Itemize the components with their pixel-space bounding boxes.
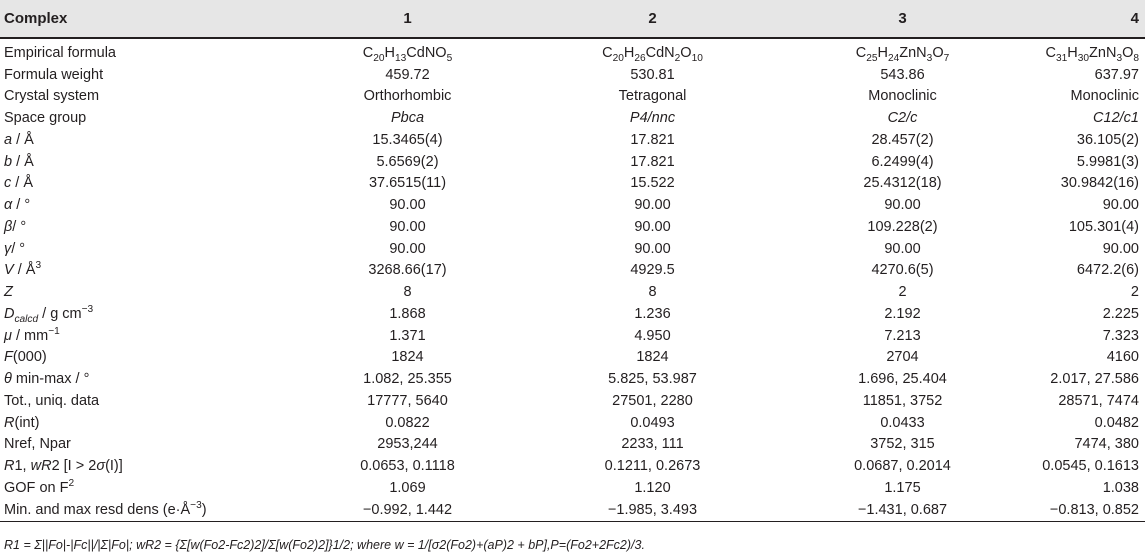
row-label: a / Å xyxy=(4,131,34,148)
row-label: Min. and max resd dens $(e\cdot Å^{-3})$ xyxy=(4,499,207,518)
cell-complex-2: 530.81 xyxy=(630,66,675,83)
table-row xyxy=(0,499,1145,521)
row-label: θ min-max / ° xyxy=(4,371,90,388)
cell-complex-3: 6.2499(4) xyxy=(871,153,934,170)
row-label: Space group xyxy=(4,110,87,127)
cell-complex-3: 11851, 3752 xyxy=(862,392,943,409)
bottom-rule xyxy=(0,521,1145,522)
table-body xyxy=(0,42,1145,521)
table-header-row xyxy=(0,0,1145,37)
header-col-1: 1 xyxy=(403,10,412,27)
cell-complex-1: 0.0822 xyxy=(385,414,430,431)
header-col-3: 3 xyxy=(898,10,907,27)
cell-complex-4: 2 xyxy=(1130,284,1139,301)
cell-complex-2: P4/nnc xyxy=(629,110,676,127)
cell-complex-4: 0.0545, 0.1613 xyxy=(1042,458,1139,475)
cell-complex-4: 30.9842(16) xyxy=(1060,175,1139,192)
row-label: β/ ° xyxy=(4,218,27,235)
header-col-2: 2 xyxy=(648,10,657,27)
table-row xyxy=(0,412,1145,434)
cell-complex-4: 28571, 7474 xyxy=(1058,392,1139,409)
cell-complex-3: 3752, 315 xyxy=(870,436,935,453)
table-row xyxy=(0,303,1145,325)
row-label: α / ° xyxy=(4,197,31,214)
cell-complex-4: 2.225 xyxy=(1102,305,1139,322)
cell-complex-3: 7.213 xyxy=(884,327,921,344)
cell-complex-3: C2/c xyxy=(887,110,918,127)
cell-complex-3: 1.175 xyxy=(884,479,921,496)
cell-complex-4: 5.9981(3) xyxy=(1076,153,1139,170)
cell-complex-3: 4270.6(5) xyxy=(871,262,934,279)
cell-complex-2: 90.00 xyxy=(634,197,671,214)
cell-complex-4: −0.813, 0.852 xyxy=(1049,501,1139,518)
cell-complex-4: 7.323 xyxy=(1102,327,1139,344)
cell-complex-1: 2953,244 xyxy=(377,436,438,453)
cell-complex-2: 4.950 xyxy=(634,327,671,344)
cell-complex-4: C12/c1 xyxy=(1093,110,1139,127)
table-row xyxy=(0,238,1145,260)
cell-complex-4: 4160 xyxy=(1106,349,1139,366)
row-label: Crystal system xyxy=(4,88,100,105)
table-row xyxy=(0,390,1145,412)
cell-complex-2: 27501, 2280 xyxy=(612,392,693,409)
row-label: b / Å xyxy=(4,153,34,170)
cell-complex-4: $C_{31}H_{30}ZnN_3O_8$ xyxy=(1045,44,1139,64)
cell-complex-1: 459.72 xyxy=(385,66,430,83)
table-row xyxy=(0,107,1145,129)
row-label: c / Å xyxy=(4,175,34,192)
table-row xyxy=(0,434,1145,456)
row-label: Empirical formula xyxy=(4,44,116,61)
row-label: $D_{calcd}$ / g $cm^{-3}$ xyxy=(4,304,94,325)
table-row xyxy=(0,281,1145,303)
cell-complex-3: 2704 xyxy=(886,349,919,366)
table-row xyxy=(0,64,1145,86)
cell-complex-3: 90.00 xyxy=(884,240,921,257)
cell-complex-1: 8 xyxy=(403,284,412,301)
header-col-4: 4 xyxy=(1130,10,1139,27)
header-rule xyxy=(0,37,1145,39)
cell-complex-4: 105.301(4) xyxy=(1068,218,1139,235)
table-row xyxy=(0,173,1145,195)
cell-complex-1: 1.371 xyxy=(389,327,426,344)
cell-complex-2: 0.1211, 0.2673 xyxy=(604,458,701,475)
cell-complex-1: 37.6515(11) xyxy=(368,175,447,192)
row-label: R1, wR2 [I > 2σ(I)] xyxy=(4,458,123,475)
cell-complex-1: −0.992, 1.442 xyxy=(362,501,453,518)
cell-complex-2: Tetragonal xyxy=(618,88,687,105)
table-row xyxy=(0,368,1145,390)
cell-complex-1: 15.3465(4) xyxy=(372,131,443,148)
cell-complex-4: 1.038 xyxy=(1102,479,1139,496)
cell-complex-2: −1.985, 3.493 xyxy=(607,501,698,518)
cell-complex-3: 1.696, 25.404 xyxy=(858,371,947,388)
table-row xyxy=(0,151,1145,173)
cell-complex-1: 3268.66(17) xyxy=(368,262,447,279)
cell-complex-3: 25.4312(18) xyxy=(863,175,942,192)
table-row xyxy=(0,86,1145,108)
table-row xyxy=(0,347,1145,369)
cell-complex-3: −1.431, 0.687 xyxy=(857,501,948,518)
cell-complex-3: 2.192 xyxy=(884,305,921,322)
table-row xyxy=(0,260,1145,282)
cell-complex-1: 1.069 xyxy=(389,479,426,496)
cell-complex-3: 0.0433 xyxy=(880,414,925,431)
cell-complex-2: 0.0493 xyxy=(630,414,675,431)
cell-complex-4: 0.0482 xyxy=(1094,414,1139,431)
header-complex: Complex xyxy=(4,10,68,27)
table-row xyxy=(0,477,1145,499)
cell-complex-4: 36.105(2) xyxy=(1076,131,1139,148)
cell-complex-1: 0.0653, 0.1118 xyxy=(360,458,455,475)
cell-complex-3: 2 xyxy=(898,284,907,301)
cell-complex-4: 637.97 xyxy=(1094,66,1139,83)
cell-complex-3: 0.0687, 0.2014 xyxy=(854,458,951,475)
cell-complex-2: 17.821 xyxy=(630,153,675,170)
cell-complex-2: 1.120 xyxy=(634,479,671,496)
row-label: F(000) xyxy=(4,349,47,366)
table-row xyxy=(0,216,1145,238)
cell-complex-2: 5.825, 53.987 xyxy=(608,371,697,388)
cell-complex-1: 90.00 xyxy=(389,197,426,214)
table-footnote: R1 = Σ||Fo|-|Fc||/|Σ|Fo|; wR2 = {Σ[w(Fo2-Fc2)2]/Σ[w(Fo2)2]}1/2; where w = 1/[σ2(Fo2)+(aP)2 + bP],P=(Fo2+2Fc2)/3. xyxy=(4,538,645,552)
cell-complex-2: $C_{20}H_{26}CdN_2O_{10}$ xyxy=(602,44,703,64)
row-label: Tot., uniq. data xyxy=(4,392,100,409)
table-row xyxy=(0,455,1145,477)
cell-complex-4: 6472.2(6) xyxy=(1076,262,1139,279)
cell-complex-4: 90.00 xyxy=(1102,197,1139,214)
cell-complex-2: 90.00 xyxy=(634,240,671,257)
cell-complex-3: 90.00 xyxy=(884,197,921,214)
cell-complex-1: 1.082, 25.355 xyxy=(363,371,452,388)
cell-complex-4: 90.00 xyxy=(1102,240,1139,257)
cell-complex-2: 90.00 xyxy=(634,218,671,235)
cell-complex-2: 1.236 xyxy=(634,305,671,322)
row-label: γ/ ° xyxy=(4,240,26,257)
row-label: R(int) xyxy=(4,414,40,431)
cell-complex-1: Pbca xyxy=(390,110,425,127)
cell-complex-3: $C_{25}H_{24}ZnN_3O_7$ xyxy=(855,44,950,64)
table-row xyxy=(0,129,1145,151)
row-label: GOF on $F^2$ xyxy=(4,478,75,496)
cell-complex-4: 7474, 380 xyxy=(1074,436,1139,453)
cell-complex-3: 543.86 xyxy=(880,66,925,83)
cell-complex-2: 1824 xyxy=(636,349,669,366)
cell-complex-4: 2.017, 27.586 xyxy=(1050,371,1139,388)
cell-complex-1: 90.00 xyxy=(389,240,426,257)
row-label: V / $Å^3$ xyxy=(4,260,42,279)
cell-complex-2: 8 xyxy=(648,284,657,301)
cell-complex-2: 4929.5 xyxy=(630,262,675,279)
row-label: Formula weight xyxy=(4,66,104,83)
cell-complex-1: Orthorhombic xyxy=(363,88,452,105)
cell-complex-1: 90.00 xyxy=(389,218,426,235)
cell-complex-2: 15.522 xyxy=(630,175,675,192)
table-row xyxy=(0,325,1145,347)
row-label: μ / $mm^{-1}$ xyxy=(4,325,60,344)
cell-complex-3: 109.228(2) xyxy=(867,218,938,235)
cell-complex-1: $C_{20}H_{13}CdNO_5$ xyxy=(362,44,453,64)
cell-complex-2: 17.821 xyxy=(630,131,675,148)
row-label: Nref, Npar xyxy=(4,436,71,453)
table-row xyxy=(0,42,1145,64)
cell-complex-1: 1.868 xyxy=(389,305,426,322)
cell-complex-1: 5.6569(2) xyxy=(376,153,439,170)
cell-complex-1: 17777, 5640 xyxy=(367,392,448,409)
cell-complex-1: 1824 xyxy=(391,349,424,366)
cell-complex-3: 28.457(2) xyxy=(871,131,934,148)
row-label: Z xyxy=(4,284,13,301)
cell-complex-3: Monoclinic xyxy=(868,88,937,105)
table-row xyxy=(0,194,1145,216)
cell-complex-4: Monoclinic xyxy=(1070,88,1139,105)
cell-complex-2: 2233, 111 xyxy=(621,436,684,453)
